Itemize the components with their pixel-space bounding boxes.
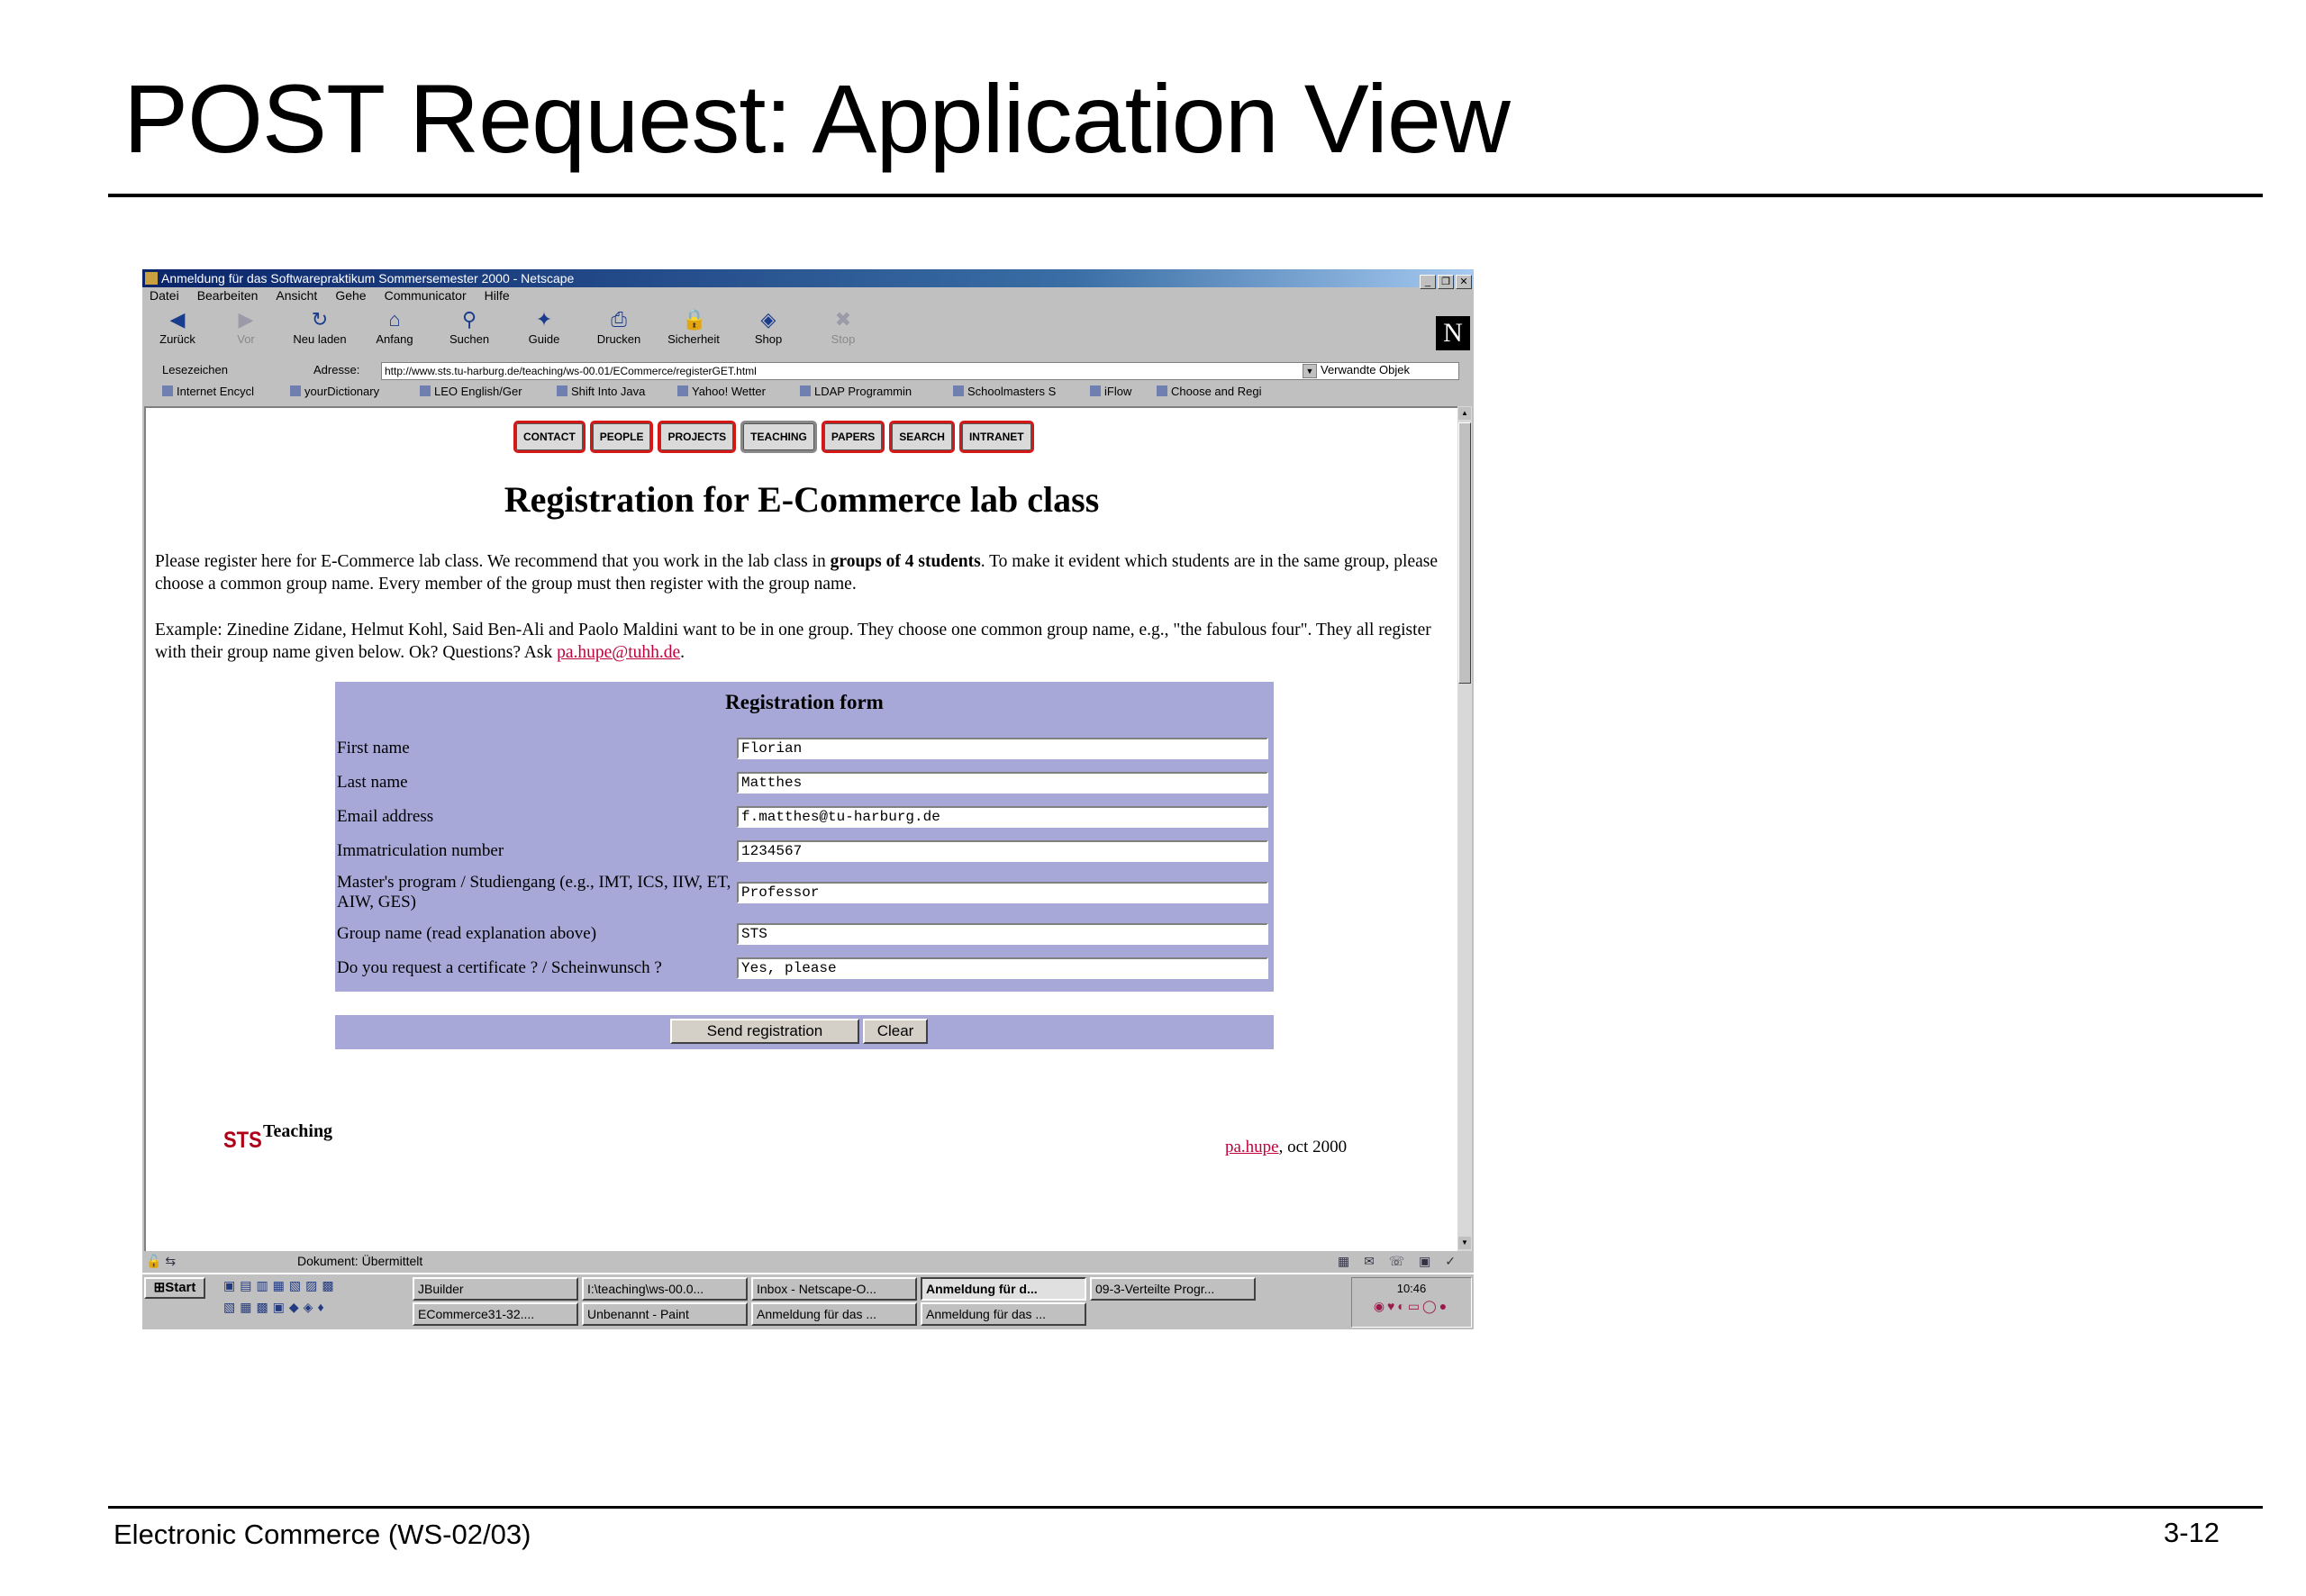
vertical-scrollbar[interactable] <box>1457 406 1472 1251</box>
related-objects-button[interactable]: Verwandte Objek <box>1321 363 1411 376</box>
taskbar-task[interactable]: ECommerce31-32.... <box>413 1302 578 1326</box>
nav-people-button[interactable]: PEOPLE <box>590 421 654 453</box>
stop-button[interactable]: ✖ Stop <box>831 308 856 346</box>
location-bar <box>142 359 1474 381</box>
nav-intranet-button[interactable]: INTRANET <box>959 421 1034 453</box>
bookmark-page-icon <box>1157 385 1167 396</box>
window-title: Anmeldung für das Softwarepraktikum Sommersemester 2000 - Netscape <box>161 271 575 286</box>
search-button[interactable]: ⚲ Suchen <box>449 308 490 346</box>
menu-ansicht[interactable]: Ansicht <box>276 288 318 303</box>
sts-logo: STS <box>223 1127 262 1153</box>
scroll-down-icon[interactable]: ▼ <box>1458 1237 1471 1249</box>
home-icon: ⌂ <box>388 308 401 331</box>
navigation-toolbar <box>142 305 1474 350</box>
security-button[interactable]: 🔒 Sicherheit <box>667 308 720 346</box>
field-label: Master's program / Studiengang (e.g., IMT, ICS, IIW, ET, AIW, GES) <box>337 873 731 911</box>
shop-icon: ◈ <box>760 308 776 331</box>
nav-teaching-button[interactable]: TEACHING <box>740 421 817 453</box>
bookmark-page-icon <box>420 385 431 396</box>
contact-email-link[interactable]: pa.hupe@tuhh.de <box>557 643 681 662</box>
field-label: First name <box>337 739 410 757</box>
forward-button[interactable]: ▶ Vor <box>214 305 277 346</box>
browser-screenshot <box>142 269 1474 1329</box>
slide-footer-course: Electronic Commerce (WS-02/03) <box>113 1519 531 1550</box>
back-button[interactable]: ◀ Zurück <box>159 308 195 346</box>
bookmark-item[interactable]: Shift Into Java <box>557 383 645 401</box>
scrollbar-thumb[interactable] <box>1458 422 1471 684</box>
netscape-n-logo-icon: N <box>1436 316 1470 350</box>
taskbar-task[interactable]: I:\teaching\ws-00.0... <box>582 1277 748 1301</box>
menu-bearbeiten[interactable]: Bearbeiten <box>196 288 259 303</box>
footer-divider <box>108 1506 2263 1509</box>
windows-logo-icon: ⊞ <box>153 1280 166 1295</box>
guide-icon: ✦ <box>535 308 553 331</box>
taskbar-task[interactable]: Anmeldung für das ... <box>751 1302 917 1326</box>
bookmark-page-icon <box>677 385 688 396</box>
field-label: Group name (read explanation above) <box>337 924 597 943</box>
home-button[interactable]: ⌂ Anfang <box>376 308 413 346</box>
back-arrow-icon: ◀ <box>169 308 186 331</box>
security-status-icon: 🔓 ⇆ <box>146 1254 177 1268</box>
author-link[interactable]: pa.hupe <box>1225 1138 1279 1156</box>
taskbar-task[interactable]: JBuilder <box>413 1277 578 1301</box>
menu-communicator[interactable]: Communicator <box>384 288 467 303</box>
slide-page-number: 3-12 <box>2164 1517 2220 1548</box>
reload-icon: ↻ <box>311 308 329 331</box>
quick-launch-icons[interactable]: ▣▤▥▦▧▨▩ <box>223 1278 339 1292</box>
bookmark-item[interactable]: Internet Encycl <box>162 383 254 401</box>
guide-button[interactable]: ✦ Guide <box>528 308 560 346</box>
page-viewport <box>144 406 1457 1251</box>
taskbar-task[interactable]: 09-3-Verteilte Progr... <box>1090 1277 1256 1301</box>
title-divider <box>108 194 2263 197</box>
field-label: Last name <box>337 773 408 792</box>
bookmark-item[interactable]: yourDictionary <box>290 383 379 401</box>
intro-emphasis: groups of 4 students <box>830 552 981 571</box>
status-text: Dokument: Übermittelt <box>297 1254 423 1268</box>
site-nav <box>513 421 1039 451</box>
page-signature: pa.hupe, oct 2000 <box>1225 1138 1348 1156</box>
scroll-up-icon[interactable]: ▲ <box>1458 407 1471 420</box>
bookmark-item[interactable]: Yahoo! Wetter <box>677 383 766 401</box>
form-title: Registration form <box>725 691 884 713</box>
print-button[interactable]: ⎙ Drucken <box>596 308 641 346</box>
quick-launch-icons[interactable]: ▧▦▩▣◆◈♦ <box>223 1300 329 1314</box>
tray-clock[interactable]: 10:46 <box>1396 1282 1427 1295</box>
personal-toolbar <box>142 383 1474 401</box>
taskbar-task[interactable]: Inbox - Netscape-O... <box>751 1277 917 1301</box>
email-input[interactable] <box>737 806 1268 828</box>
minimize-button[interactable]: _ <box>1420 275 1436 289</box>
certificate-input[interactable] <box>737 957 1268 979</box>
maximize-button[interactable]: ❐ <box>1438 275 1454 289</box>
field-label: Email address <box>337 807 434 826</box>
shop-button[interactable]: ◈ Shop <box>754 308 783 346</box>
slide-title: POST Request: Application View <box>123 64 1510 173</box>
address-label: Adresse: <box>313 363 360 376</box>
windows-taskbar <box>142 1273 1474 1329</box>
page-heading: Registration for E-Commerce lab class <box>504 479 1100 520</box>
bookmark-item[interactable]: LDAP Programmin <box>800 383 912 401</box>
address-dropdown-icon[interactable]: ▼ <box>1303 364 1317 378</box>
window-titlebar <box>142 269 1474 287</box>
close-button[interactable]: ✕ <box>1456 275 1472 289</box>
form-actions <box>335 1015 1274 1049</box>
first-name-input[interactable] <box>737 738 1268 759</box>
last-name-input[interactable] <box>737 772 1268 793</box>
bookmark-item[interactable]: Choose and Regi <box>1157 383 1261 401</box>
menu-bar <box>142 287 1474 304</box>
nav-contact-button[interactable]: CONTACT <box>513 421 586 453</box>
menu-gehe[interactable]: Gehe <box>335 288 367 303</box>
security-lock-icon: 🔒 <box>682 308 707 331</box>
bookmark-page-icon <box>800 385 811 396</box>
intro-paragraph: Please register here for E-Commerce lab class. We recommend that you work in the lab class in groups of 4 students. To make it evident which students are in the same group, please choose a common group name. Every member of the group must then register with the group name. <box>155 552 1439 594</box>
footer-section-label: Teaching <box>263 1121 333 1141</box>
taskbar-task-active[interactable]: Anmeldung für d... <box>921 1277 1086 1301</box>
bookmark-page-icon <box>1090 385 1101 396</box>
start-button[interactable]: ⊞Start <box>144 1277 205 1299</box>
bookmarks-button[interactable]: Lesezeichen <box>162 363 228 376</box>
example-paragraph: Example: Zinedine Zidane, Helmut Kohl, Said Ben-Ali and Paolo Maldini want to be in one group. They choose one common group name, e.g., "the fabulous four". They all register with their group name given below. Ok? Questions? Ask pa.hupe@tuhh.de. <box>155 621 1431 662</box>
menu-hilfe[interactable]: Hilfe <box>484 288 510 303</box>
search-icon: ⚲ <box>461 308 477 331</box>
menu-datei[interactable]: Datei <box>150 288 179 303</box>
nav-projects-button[interactable]: PROJECTS <box>658 421 736 453</box>
bookmark-item[interactable]: LEO English/Ger <box>420 383 522 401</box>
field-label: Immatriculation number <box>337 841 504 860</box>
tray-icons[interactable]: ◉♥◐▭◯● <box>1373 1299 1450 1313</box>
bookmark-page-icon <box>557 385 567 396</box>
print-icon: ⎙ <box>611 308 627 331</box>
bookmark-page-icon <box>290 385 301 396</box>
bookmark-page-icon <box>953 385 964 396</box>
address-input[interactable] <box>381 362 1459 380</box>
reload-button[interactable]: ↻ Neu laden <box>293 308 347 346</box>
taskbar-task[interactable]: Unbenannt - Paint <box>582 1302 748 1326</box>
nav-papers-button[interactable]: PAPERS <box>822 421 885 453</box>
bookmark-item[interactable]: Schoolmasters S <box>953 383 1056 401</box>
nav-search-button[interactable]: SEARCH <box>889 421 955 453</box>
netscape-window-icon <box>145 272 158 285</box>
program-input[interactable] <box>737 882 1268 903</box>
component-bar-icons: ▦ ✉ ☏ ▣ ✓ <box>1338 1254 1461 1268</box>
group-name-input[interactable] <box>737 923 1268 945</box>
stop-icon: ✖ <box>834 308 852 331</box>
taskbar-task[interactable]: Anmeldung für das ... <box>921 1302 1086 1326</box>
matriculation-input[interactable] <box>737 840 1268 862</box>
registration-form <box>335 682 1274 992</box>
bookmark-item[interactable]: iFlow <box>1090 383 1131 401</box>
bookmark-page-icon <box>162 385 173 396</box>
status-bar <box>142 1251 1474 1271</box>
field-label: Do you request a certificate ? / Scheinwunsch ? <box>337 958 662 977</box>
forward-arrow-icon: ▶ <box>238 308 254 331</box>
clear-button[interactable]: Clear <box>863 1019 928 1044</box>
send-registration-button[interactable]: Send registration <box>670 1019 859 1044</box>
system-tray <box>1351 1277 1472 1328</box>
